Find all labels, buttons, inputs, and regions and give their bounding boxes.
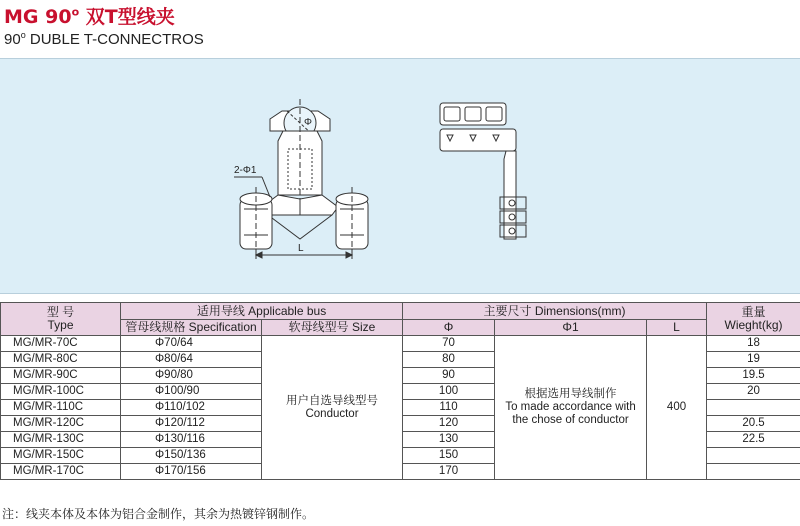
spec-cell: Φ150/136 [121,448,262,464]
page-subtitle: 90$^o$ DUBLE T-CONNECTROS [4,30,204,48]
spec-cell: Φ100/90 [121,384,262,400]
phi-cell: 110 [403,400,495,416]
weight-cell: 19 [707,352,800,368]
spec-cell: Φ70/64 [121,336,262,352]
phi-cell: 170 [403,464,495,480]
spec-cell: Φ90/80 [121,368,262,384]
header-applicable-bus: 适用导线 Applicable bus [121,303,403,320]
hole-label: 2-Φ1 [234,165,257,176]
weight-cell [707,400,800,416]
weight-cell [707,464,800,480]
phi-cell: 70 [403,336,495,352]
phi-cell: 80 [403,352,495,368]
weight-cell: 20.5 [707,416,800,432]
header-dimensions: 主要尺寸 Dimensions(mm) [403,303,707,320]
header-l: L [647,320,707,336]
weight-cell: 18 [707,336,800,352]
model-cell: MG/MR-130C [1,432,121,448]
footnote: 注：线夹本体及本体为铝合金制作，其余为热镀锌钢制作。 [2,507,315,521]
conductor-cell: 用户自选导线型号 Conductor [262,336,403,480]
header-weight: 重量 Wieght(kg) [707,303,800,336]
connector-drawing [0,59,800,293]
header-size: 软母线型号 Size [262,320,403,336]
spec-cell: Φ80/64 [121,352,262,368]
weight-cell: 22.5 [707,432,800,448]
table-row [1,336,800,352]
model-cell: MG/MR-110C [1,400,121,416]
phi-cell: 90 [403,368,495,384]
model-cell: MG/MR-170C [1,464,121,480]
phi-cell: 100 [403,384,495,400]
length-label: L [298,243,304,254]
model-cell: MG/MR-90C [1,368,121,384]
model-cell: MG/MR-80C [1,352,121,368]
model-cell: MG/MR-120C [1,416,121,432]
header-phi: Φ [403,320,495,336]
phi-label: Φ [304,117,312,128]
model-cell: MG/MR-150C [1,448,121,464]
header-type: 型 号 Type [1,303,121,336]
spec-cell: Φ130/116 [121,432,262,448]
length-cell: 400 [647,336,707,480]
weight-cell [707,448,800,464]
phi1-cell: 根据选用导线制作 To made accordance with the chose of conductor [495,336,647,480]
phi-cell: 150 [403,448,495,464]
model-cell: MG/MR-70C [1,336,121,352]
spec-cell: Φ170/156 [121,464,262,480]
specification-table [0,302,800,480]
phi-cell: 130 [403,432,495,448]
weight-cell: 20 [707,384,800,400]
technical-drawing-panel [0,58,800,294]
header-specification: 管母线规格 Specification [121,320,262,336]
model-cell: MG/MR-100C [1,384,121,400]
phi-cell: 120 [403,416,495,432]
header-phi1: Φ1 [495,320,647,336]
page-title: MG 90$^o$ 双T型线夹 [4,5,175,28]
spec-cell: Φ120/112 [121,416,262,432]
weight-cell: 19.5 [707,368,800,384]
spec-cell: Φ110/102 [121,400,262,416]
